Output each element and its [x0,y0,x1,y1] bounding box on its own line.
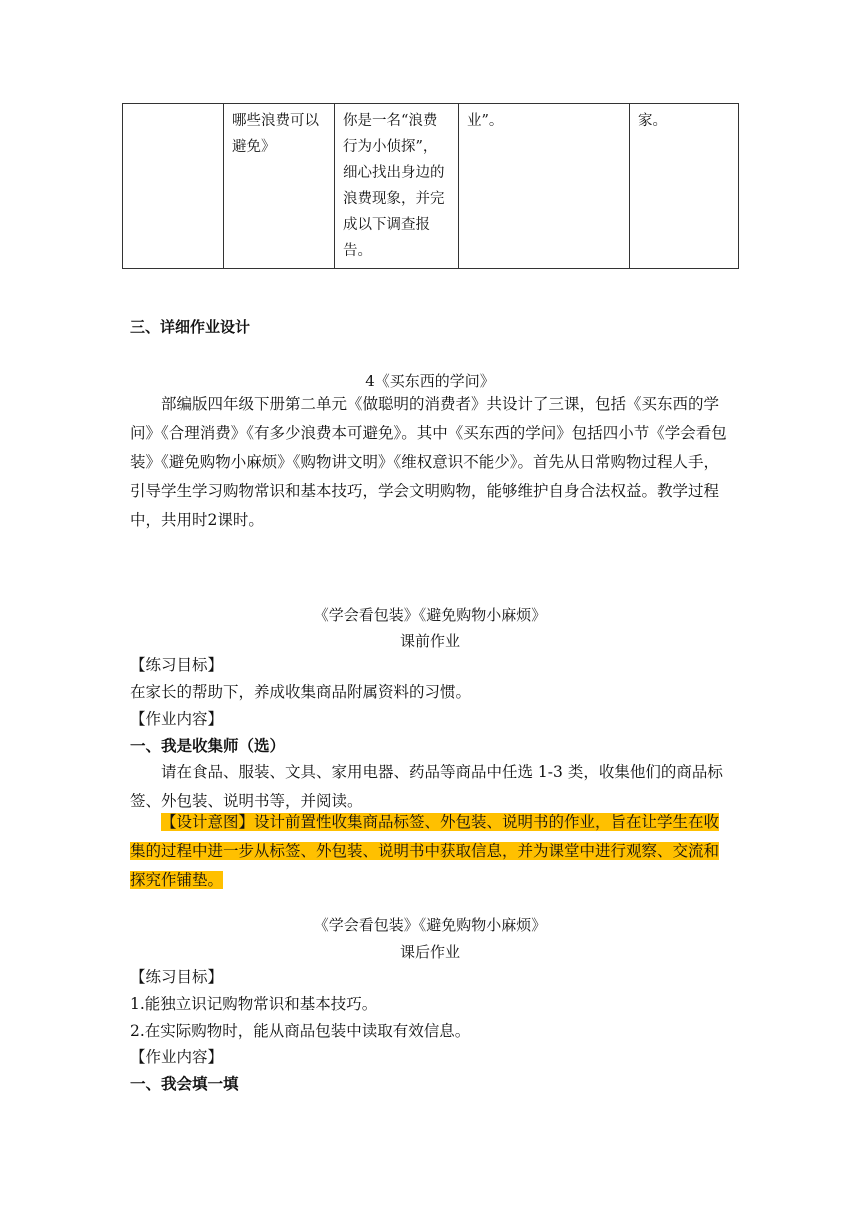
design-intent-block [130,808,730,895]
pre-class-title: 《学会看包装》《避免购物小麻烦》 [313,606,547,624]
section-heading: 三、详细作业设计 [130,318,251,336]
design-intent-highlight: 【设计意图】设计前置性收集商品标签、外包装、说明书的作业，旨在让学生在收集的过程中进一步从标签、外包装、说明书中获取信息，并为课堂中进行观察、交流和探究作铺垫。 [130,813,720,889]
post-goal-2: 2.在实际购物时，能从商品包装中读取有效信息。 [130,1022,471,1040]
table-row [123,104,739,269]
post-content-label: 【作业内容】 [130,1048,224,1066]
post-goal-1: 1.能独立识记购物常识和基本技巧。 [130,995,378,1013]
pre-goal-text: 在家长的帮助下，养成收集商品附属资料的习惯。 [130,683,472,701]
pre-class-subtitle: 课前作业 [399,632,460,650]
post-class-title: 《学会看包装》《避免购物小麻烦》 [313,916,547,934]
intro-paragraph: 部编版四年级下册第二单元《做聪明的消费者》共设计了三课，包括《买东西的学问》《合理消费》《有多少浪费本可避免》。其中《买东西的学问》包括四小节《学会看包装》《避免购物小麻烦》《购物讲文明》《维权意识不能少》。首先从日常购物过程人手，引导学生学习购物常识和基本技巧，学会文明购物，能够维护自身合法权益。教学过程中，共用时2课时。 [130,395,727,529]
table-cell: 哪些浪费可以避免》 [224,104,335,269]
pre-task-heading: 一、我是收集师（选） [130,737,286,755]
pre-task-text: 请在食品、服装、文具、家用电器、药品等商品中任选 1-3 类，收集他们的商品标签、外包装、说明书等，并阅读。 [130,763,723,810]
table-cell: 你是一名“浪费行为小侦探”，细心找出身边的浪费现象，并完成以下调查报告。 [335,104,459,269]
pre-goal-label: 【练习目标】 [130,656,224,674]
post-class-subtitle: 课后作业 [399,943,460,961]
table-cell: 业”。 [459,104,630,269]
table-cell [123,104,224,269]
post-task-heading: 一、我会填一填 [130,1075,239,1093]
pre-content-label: 【作业内容】 [130,710,224,728]
lesson-title: 4《买东西的学问》 [365,372,495,390]
post-goal-label: 【练习目标】 [130,968,224,986]
table-cell: 家。 [630,104,739,269]
activity-table [122,103,739,269]
